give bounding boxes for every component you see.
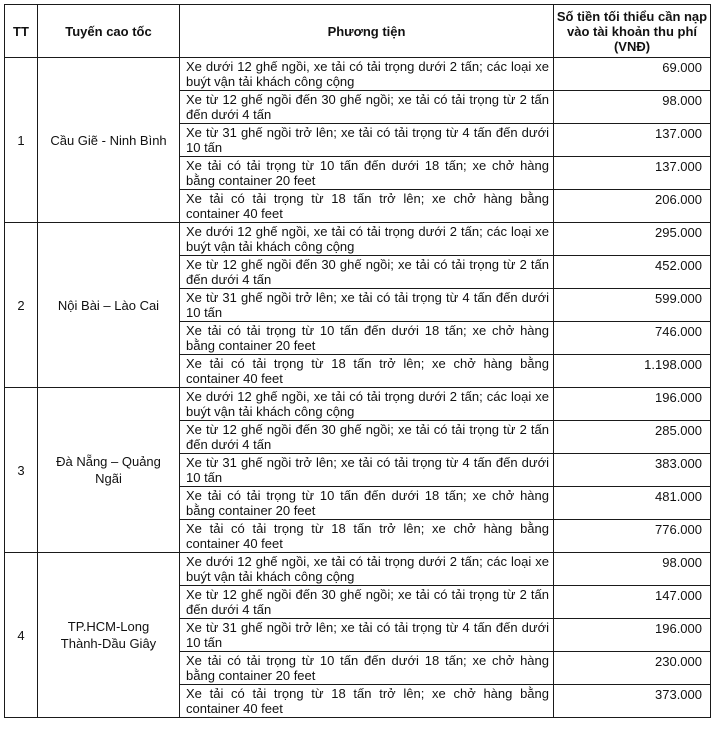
vehicle-type: Xe tải có tải trọng từ 10 tấn đến dưới 18 tấn; xe chở hàng bằng container 20 feet <box>180 157 554 190</box>
vehicle-type: Xe từ 12 ghế ngồi đến 30 ghế ngồi; xe tải có tải trọng từ 2 tấn đến dưới 4 tấn <box>180 91 554 124</box>
route-name: Cầu Giẽ - Ninh Bình <box>38 58 180 223</box>
table-row <box>5 58 711 91</box>
vehicle-type: Xe tải có tải trọng từ 18 tấn trở lên; xe chở hàng bằng container 40 feet <box>180 190 554 223</box>
deposit-amount: 196.000 <box>554 619 711 652</box>
vehicle-type: Xe tải có tải trọng từ 10 tấn đến dưới 18 tấn; xe chở hàng bằng container 20 feet <box>180 322 554 355</box>
vehicle-type: Xe từ 12 ghế ngồi đến 30 ghế ngồi; xe tải có tải trọng từ 2 tấn đến dưới 4 tấn <box>180 256 554 289</box>
deposit-amount: 1.198.000 <box>554 355 711 388</box>
table-row <box>5 388 711 421</box>
deposit-amount: 285.000 <box>554 421 711 454</box>
route-name: Nội Bài – Lào Cai <box>38 223 180 388</box>
deposit-amount: 383.000 <box>554 454 711 487</box>
vehicle-type: Xe tải có tải trọng từ 18 tấn trở lên; xe chở hàng bằng container 40 feet <box>180 355 554 388</box>
header-row <box>5 5 711 58</box>
vehicle-type: Xe từ 12 ghế ngồi đến 30 ghế ngồi; xe tải có tải trọng từ 2 tấn đến dưới 4 tấn <box>180 586 554 619</box>
deposit-amount: 196.000 <box>554 388 711 421</box>
vehicle-type: Xe từ 31 ghế ngồi trở lên; xe tải có tải trọng từ 4 tấn đến dưới 10 tấn <box>180 454 554 487</box>
toll-deposit-table <box>4 4 711 718</box>
deposit-amount: 776.000 <box>554 520 711 553</box>
vehicle-type: Xe từ 31 ghế ngồi trở lên; xe tải có tải trọng từ 4 tấn đến dưới 10 tấn <box>180 619 554 652</box>
vehicle-type: Xe dưới 12 ghế ngồi, xe tải có tải trọng dưới 2 tấn; các loại xe buýt vận tải khách công cộng <box>180 58 554 91</box>
deposit-amount: 98.000 <box>554 553 711 586</box>
vehicle-type: Xe dưới 12 ghế ngồi, xe tải có tải trọng dưới 2 tấn; các loại xe buýt vận tải khách công cộng <box>180 553 554 586</box>
deposit-amount: 147.000 <box>554 586 711 619</box>
route-number: 1 <box>5 58 38 223</box>
vehicle-type: Xe tải có tải trọng từ 10 tấn đến dưới 18 tấn; xe chở hàng bằng container 20 feet <box>180 652 554 685</box>
deposit-amount: 295.000 <box>554 223 711 256</box>
deposit-amount: 98.000 <box>554 91 711 124</box>
route-name: TP.HCM-Long Thành-Dầu Giây <box>38 553 180 718</box>
deposit-amount: 452.000 <box>554 256 711 289</box>
vehicle-type: Xe từ 31 ghế ngồi trở lên; xe tải có tải trọng từ 4 tấn đến dưới 10 tấn <box>180 289 554 322</box>
header-amount: Số tiền tối thiểu cần nạp vào tài khoản thu phí (VNĐ) <box>554 5 711 58</box>
vehicle-type: Xe từ 31 ghế ngồi trở lên; xe tải có tải trọng từ 4 tấn đến dưới 10 tấn <box>180 124 554 157</box>
deposit-amount: 137.000 <box>554 157 711 190</box>
deposit-amount: 206.000 <box>554 190 711 223</box>
deposit-amount: 230.000 <box>554 652 711 685</box>
header-vehicle: Phương tiện <box>180 5 554 58</box>
vehicle-type: Xe từ 12 ghế ngồi đến 30 ghế ngồi; xe tải có tải trọng từ 2 tấn đến dưới 4 tấn <box>180 421 554 454</box>
route-number: 3 <box>5 388 38 553</box>
table-row <box>5 553 711 586</box>
deposit-amount: 599.000 <box>554 289 711 322</box>
deposit-amount: 69.000 <box>554 58 711 91</box>
vehicle-type: Xe tải có tải trọng từ 18 tấn trở lên; xe chở hàng bằng container 40 feet <box>180 520 554 553</box>
deposit-amount: 373.000 <box>554 685 711 718</box>
deposit-amount: 481.000 <box>554 487 711 520</box>
route-name: Đà Nẵng – Quảng Ngãi <box>38 388 180 553</box>
vehicle-type: Xe dưới 12 ghế ngồi, xe tải có tải trọng dưới 2 tấn; các loại xe buýt vận tải khách công cộng <box>180 223 554 256</box>
deposit-amount: 746.000 <box>554 322 711 355</box>
header-tt: TT <box>5 5 38 58</box>
vehicle-type: Xe dưới 12 ghế ngồi, xe tải có tải trọng dưới 2 tấn; các loại xe buýt vận tải khách công cộng <box>180 388 554 421</box>
table-row <box>5 223 711 256</box>
route-number: 2 <box>5 223 38 388</box>
vehicle-type: Xe tải có tải trọng từ 10 tấn đến dưới 18 tấn; xe chở hàng bằng container 20 feet <box>180 487 554 520</box>
header-route: Tuyến cao tốc <box>38 5 180 58</box>
deposit-amount: 137.000 <box>554 124 711 157</box>
vehicle-type: Xe tải có tải trọng từ 18 tấn trở lên; xe chở hàng bằng container 40 feet <box>180 685 554 718</box>
route-number: 4 <box>5 553 38 718</box>
